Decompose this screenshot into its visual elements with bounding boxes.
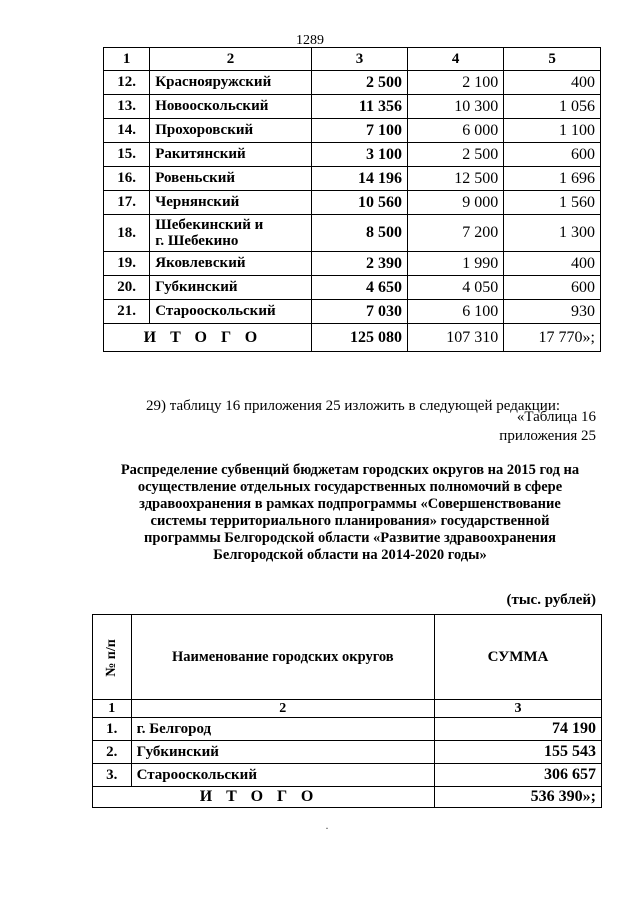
subvention-table bbox=[92, 614, 602, 808]
column-index-row bbox=[93, 700, 602, 718]
value-col3: 4 650 bbox=[311, 276, 407, 300]
table-row bbox=[104, 215, 601, 252]
value-col4: 10 300 bbox=[408, 95, 504, 119]
total-col5: 17 770»; bbox=[504, 324, 601, 352]
district-name-line2: г. Шебекино bbox=[155, 233, 239, 249]
column-header-number bbox=[93, 615, 132, 700]
sum-value: 74 190 bbox=[435, 718, 602, 741]
row-number: 17. bbox=[104, 191, 150, 215]
district-name: Чернянский bbox=[150, 191, 312, 215]
column-header: 2 bbox=[150, 48, 312, 71]
column-index: 3 bbox=[435, 700, 602, 718]
table-row bbox=[104, 71, 601, 95]
total-row bbox=[93, 787, 602, 808]
heading-line: программы Белгородской области «Развитие здравоохранения bbox=[144, 530, 556, 546]
total-label: ИТОГО bbox=[93, 787, 435, 808]
value-col4: 9 000 bbox=[408, 191, 504, 215]
table-row bbox=[93, 718, 602, 741]
scan-mark: · bbox=[325, 821, 329, 835]
value-col5: 1 100 bbox=[504, 119, 601, 143]
total-label: ИТОГО bbox=[104, 324, 312, 352]
value-col5: 400 bbox=[504, 71, 601, 95]
table-row bbox=[104, 191, 601, 215]
value-col5: 1 560 bbox=[504, 191, 601, 215]
column-header-sum: СУММА bbox=[435, 615, 602, 700]
heading-line: здравоохранения в рамках подпрограммы «Совершенствование bbox=[139, 496, 561, 512]
value-col5: 930 bbox=[504, 300, 601, 324]
table-reference bbox=[499, 408, 596, 446]
value-col4: 6 100 bbox=[408, 300, 504, 324]
district-name: Старооскольский bbox=[131, 764, 434, 787]
table-header-row bbox=[93, 615, 602, 700]
value-col3: 2 390 bbox=[311, 252, 407, 276]
value-col4: 6 000 bbox=[408, 119, 504, 143]
table-row bbox=[104, 143, 601, 167]
value-col3: 2 500 bbox=[311, 71, 407, 95]
table-row bbox=[104, 119, 601, 143]
value-col3: 7 030 bbox=[311, 300, 407, 324]
heading-line: Белгородской области на 2014-2020 годы» bbox=[213, 547, 487, 563]
district-name: Губкинский bbox=[131, 741, 434, 764]
value-col5: 1 056 bbox=[504, 95, 601, 119]
value-col3: 8 500 bbox=[311, 215, 407, 252]
value-col5: 600 bbox=[504, 143, 601, 167]
table-row bbox=[104, 167, 601, 191]
district-name bbox=[150, 215, 312, 252]
row-number: 16. bbox=[104, 167, 150, 191]
value-col4: 12 500 bbox=[408, 167, 504, 191]
row-number: 12. bbox=[104, 71, 150, 95]
column-header: 4 bbox=[408, 48, 504, 71]
table-row bbox=[93, 764, 602, 787]
district-name: Прохоровский bbox=[150, 119, 312, 143]
table-header-row bbox=[104, 48, 601, 71]
column-header-name: Наименование городских округов bbox=[131, 615, 434, 700]
value-col4: 1 990 bbox=[408, 252, 504, 276]
value-col3: 3 100 bbox=[311, 143, 407, 167]
row-number: 2. bbox=[93, 741, 132, 764]
district-name: Ровеньский bbox=[150, 167, 312, 191]
row-number: 3. bbox=[93, 764, 132, 787]
district-name: г. Белгород bbox=[131, 718, 434, 741]
value-col4: 2 100 bbox=[408, 71, 504, 95]
column-header: 5 bbox=[504, 48, 601, 71]
column-index: 2 bbox=[131, 700, 434, 718]
amendment-paragraph: 29) таблицу 16 приложения 25 изложить в следующей редакции: bbox=[146, 398, 561, 414]
district-name: Краснояружский bbox=[150, 71, 312, 95]
total-row bbox=[104, 324, 601, 352]
district-name: Губкинский bbox=[150, 276, 312, 300]
row-number: 13. bbox=[104, 95, 150, 119]
value-col3: 10 560 bbox=[311, 191, 407, 215]
districts-table bbox=[103, 47, 601, 352]
value-col4: 7 200 bbox=[408, 215, 504, 252]
row-number: 15. bbox=[104, 143, 150, 167]
sum-value: 306 657 bbox=[435, 764, 602, 787]
value-col5: 1 300 bbox=[504, 215, 601, 252]
value-col5: 600 bbox=[504, 276, 601, 300]
total-col4: 107 310 bbox=[408, 324, 504, 352]
district-name: Старооскольский bbox=[150, 300, 312, 324]
district-name-line1: Шебекинский и bbox=[155, 217, 264, 233]
value-col3: 11 356 bbox=[311, 95, 407, 119]
table-heading bbox=[100, 462, 600, 564]
table-reference-line2: приложения 25 bbox=[499, 428, 596, 444]
district-name: Новооскольский bbox=[150, 95, 312, 119]
row-number: 21. bbox=[104, 300, 150, 324]
column-header: 3 bbox=[311, 48, 407, 71]
value-col3: 7 100 bbox=[311, 119, 407, 143]
total-sum: 536 390»; bbox=[435, 787, 602, 808]
value-col3: 14 196 bbox=[311, 167, 407, 191]
table-row bbox=[104, 276, 601, 300]
column-index: 1 bbox=[93, 700, 132, 718]
units-label: (тыс. рублей) bbox=[506, 592, 596, 608]
heading-line: системы территориального планирования» государственной bbox=[150, 513, 550, 529]
district-name: Ракитянский bbox=[150, 143, 312, 167]
table-row bbox=[104, 300, 601, 324]
heading-line: Распределение субвенций бюджетам городских округов на 2015 год на bbox=[120, 462, 580, 478]
sum-value: 155 543 bbox=[435, 741, 602, 764]
value-col5: 1 696 bbox=[504, 167, 601, 191]
heading-line: осуществление отдельных государственных полномочий в сфере bbox=[137, 479, 563, 495]
row-number: 1. bbox=[93, 718, 132, 741]
page-number: 1289 bbox=[296, 33, 324, 48]
column-header-number-text: № п/п bbox=[103, 638, 119, 677]
value-col4: 4 050 bbox=[408, 276, 504, 300]
row-number: 14. bbox=[104, 119, 150, 143]
table-row bbox=[104, 252, 601, 276]
row-number: 18. bbox=[104, 215, 150, 252]
total-col3: 125 080 bbox=[311, 324, 407, 352]
row-number: 19. bbox=[104, 252, 150, 276]
table-row bbox=[104, 95, 601, 119]
column-header: 1 bbox=[104, 48, 150, 71]
value-col5: 400 bbox=[504, 252, 601, 276]
table-reference-line1: «Таблица 16 bbox=[516, 409, 596, 425]
district-name: Яковлевский bbox=[150, 252, 312, 276]
row-number: 20. bbox=[104, 276, 150, 300]
table-row bbox=[93, 741, 602, 764]
value-col4: 2 500 bbox=[408, 143, 504, 167]
